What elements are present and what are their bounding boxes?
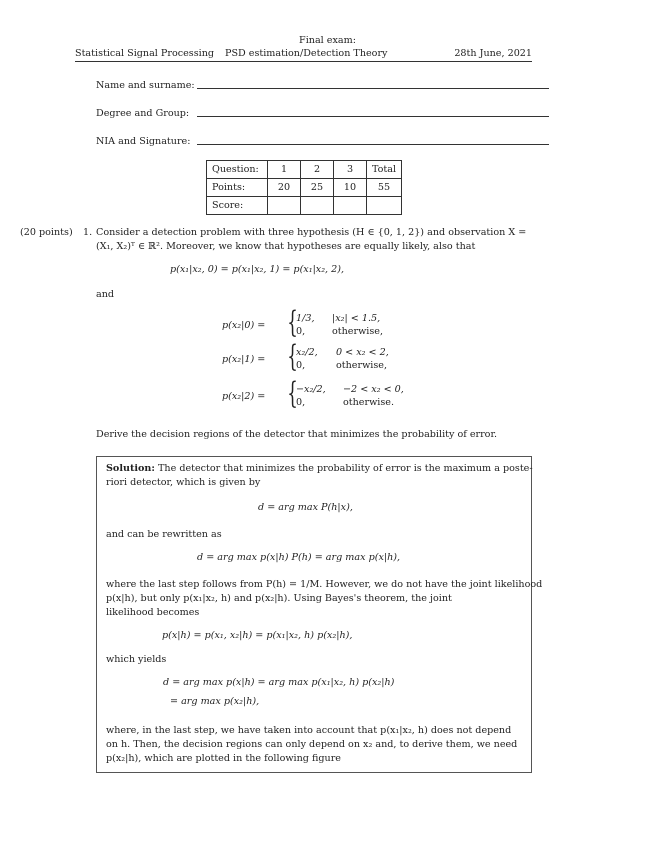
points-row	[207, 179, 402, 197]
pdf1-lhs: p(x₂|1) =	[222, 354, 266, 365]
equation-decision-2: = arg max p(x₂|h),	[170, 696, 260, 707]
pdf2-case2: 0,	[296, 397, 306, 408]
solution-p1-line1: The detector that minimizes the probability of error is the maximum a poste-	[158, 463, 533, 474]
solution-p2-line1: where the last step follows from P(h) = 1/M. However, we do not have the joint likelihood	[106, 579, 543, 590]
pdf2-cond2: otherwise.	[343, 397, 395, 408]
brace-icon: {	[287, 305, 298, 340]
solution-yields: which yields	[106, 654, 167, 665]
points-row-label: Points:	[207, 179, 268, 197]
points-cell-total: 55	[367, 179, 402, 197]
pdf0-lhs: p(x₂|0) =	[222, 320, 266, 331]
pdf0-case2: 0,	[296, 326, 306, 337]
solution-p1-line2: riori detector, which is given by	[106, 477, 261, 488]
solution-rewritten: and can be rewritten as	[106, 529, 222, 540]
degree-field-label: Degree and Group:	[96, 108, 190, 119]
question-cell: 2	[301, 161, 334, 179]
pdf0-case1: 1/3,	[296, 313, 315, 324]
equation-conditional-equality: p(x₁|x₂, 0) = p(x₁|x₂, 1) = p(x₁|x₂, 2),	[170, 264, 345, 275]
equation-joint-likelihood: p(x|h) = p(x₁, x₂|h) = p(x₁|x₂, h) p(x₂|h),	[162, 630, 353, 641]
pdf2-lhs: p(x₂|2) =	[222, 391, 266, 402]
nia-field-line[interactable]	[197, 144, 549, 145]
problem-points: (20 points)	[20, 227, 73, 238]
nia-field-label: NIA and Signature:	[96, 136, 191, 147]
question-cell: 1	[268, 161, 301, 179]
solution-p3-line3: p(x₂|h), which are plotted in the following figure	[106, 753, 341, 764]
score-cell[interactable]	[268, 197, 301, 215]
problem-question: Derive the decision regions of the detector that minimizes the probability of error.	[96, 429, 498, 440]
score-row-label: Score:	[207, 197, 268, 215]
pdf0-cond2: otherwise,	[332, 326, 384, 337]
pdf1-case1: x₂/2,	[296, 347, 318, 358]
score-cell[interactable]	[334, 197, 367, 215]
points-cell: 20	[268, 179, 301, 197]
solution-heading: Solution:	[106, 463, 155, 474]
score-row	[207, 197, 402, 215]
question-cell: 3	[334, 161, 367, 179]
brace-icon: {	[287, 376, 298, 411]
equation-decision-1: d = arg max p(x|h) = arg max p(x₁|x₂, h) p(x₂|h)	[163, 677, 395, 688]
question-row	[207, 161, 402, 179]
pdf1-cond2: otherwise,	[336, 360, 388, 371]
pdf2-cond1: −2 < x₂ < 0,	[343, 384, 404, 395]
name-field-label: Name and surname:	[96, 80, 195, 91]
grade-table	[206, 160, 402, 215]
exam-date: 28th June, 2021	[454, 48, 532, 59]
degree-field-line[interactable]	[197, 116, 549, 117]
exam-title: Final exam:	[299, 35, 356, 46]
question-row-label: Question:	[207, 161, 268, 179]
points-cell: 25	[301, 179, 334, 197]
score-cell[interactable]	[301, 197, 334, 215]
course-name: Statistical Signal Processing	[75, 48, 215, 59]
and-text: and	[96, 289, 115, 300]
problem-statement-line1: Consider a detection problem with three hypothesis (H ∈ {0, 1, 2}) and observation X =	[96, 227, 527, 238]
pdf1-cond1: 0 < x₂ < 2,	[336, 347, 389, 358]
pdf0-cond1: |x₂| < 1.5,	[332, 313, 381, 324]
problem-statement-line2: (X₁, X₂)ᵀ ∈ ℝ². Moreover, we know that hypotheses are equally likely, also that	[96, 241, 476, 252]
problem-number: 1.	[83, 227, 93, 238]
exam-topic: PSD estimation/Detection Theory	[225, 48, 388, 59]
question-cell-total: Total	[367, 161, 402, 179]
name-field-line[interactable]	[197, 88, 549, 89]
solution-p2-line2: p(x|h), but only p(x₁|x₂, h) and p(x₂|h). Using Bayes's theorem, the joint	[106, 593, 452, 604]
pdf1-case2: 0,	[296, 360, 306, 371]
solution-p2-line3: likelihood becomes	[106, 607, 200, 618]
header-rule	[75, 61, 532, 62]
solution-line	[106, 462, 533, 476]
brace-icon: {	[287, 339, 298, 374]
solution-p3-line2: on h. Then, the decision regions can only depend on x₂ and, to derive them, we need	[106, 739, 518, 750]
equation-map: d = arg max P(h|x),	[258, 502, 353, 513]
solution-p3-line1: where, in the last step, we have taken into account that p(x₁|x₂, h) does not depend	[106, 725, 512, 736]
equation-ml: d = arg max p(x|h) P(h) = arg max p(x|h),	[197, 552, 401, 563]
points-cell: 10	[334, 179, 367, 197]
score-cell-total[interactable]	[367, 197, 402, 215]
pdf2-case1: −x₂/2,	[296, 384, 326, 395]
